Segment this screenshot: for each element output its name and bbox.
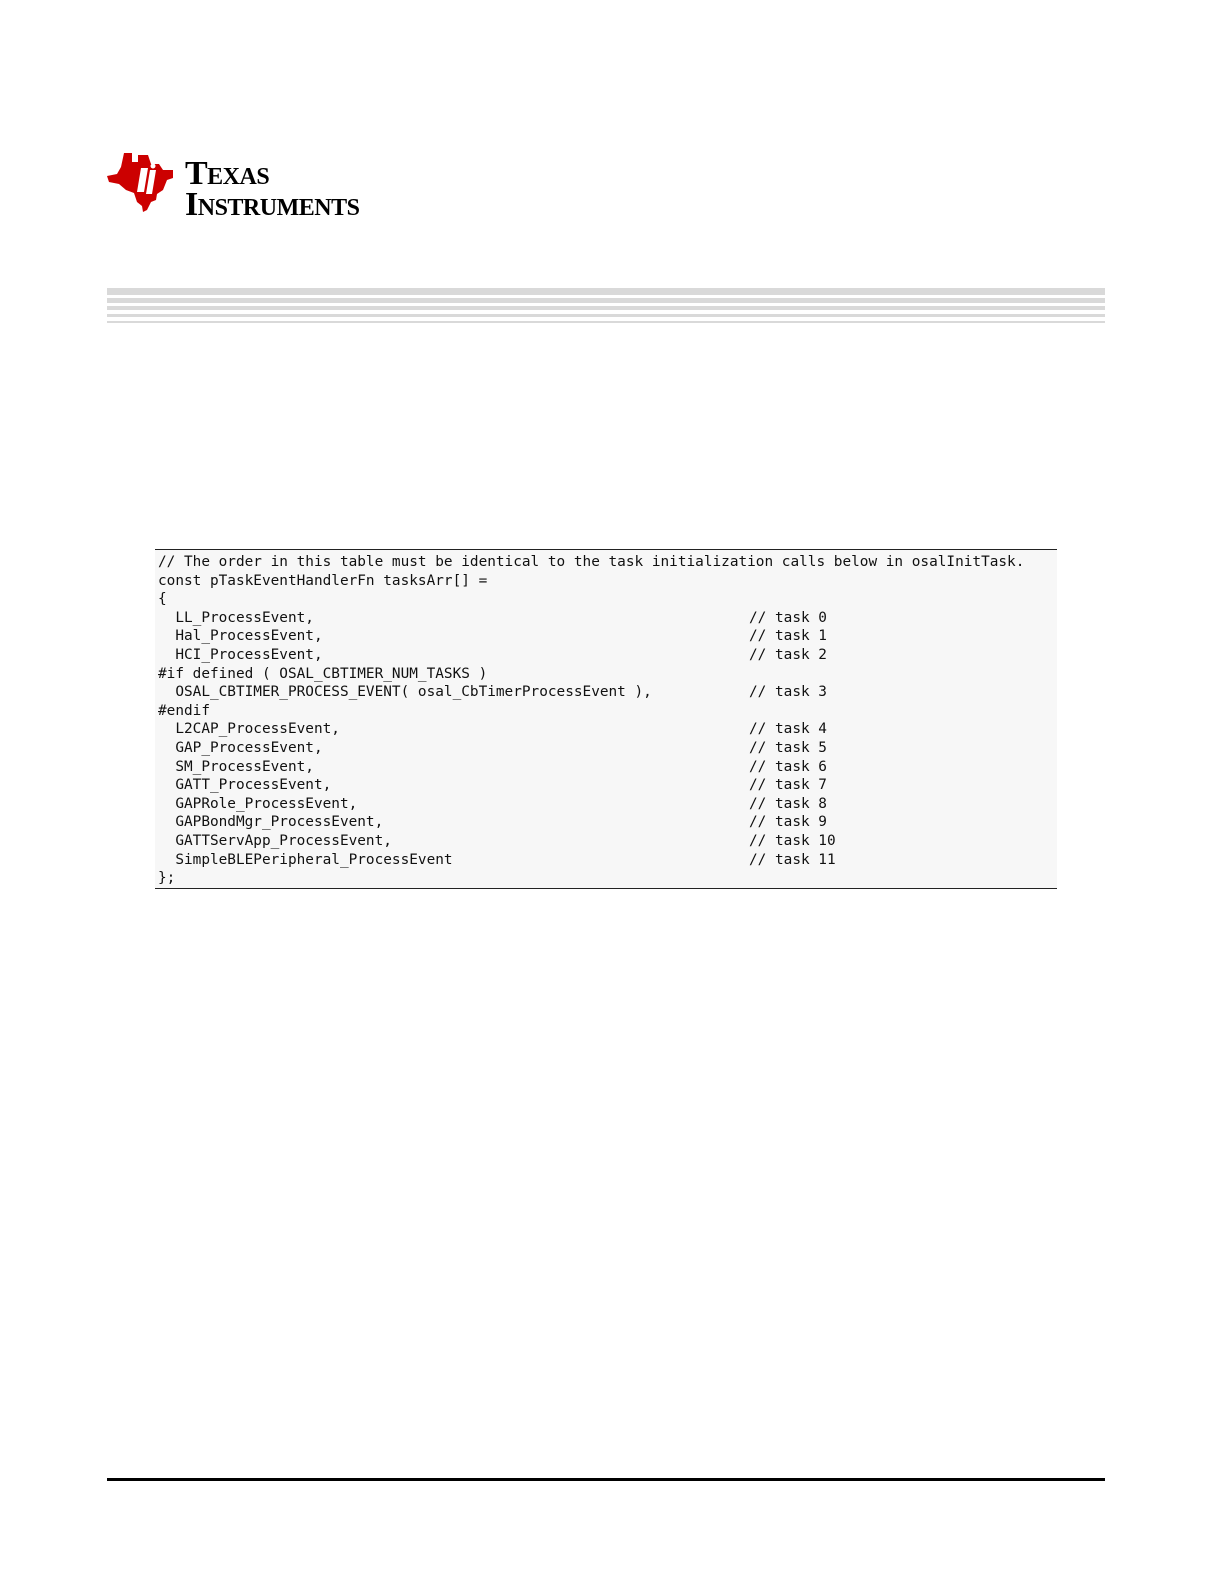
code-listing [155, 549, 1057, 889]
code-line: GATTServApp_ProcessEvent, [158, 833, 392, 849]
brand-line-2: Instruments [185, 186, 360, 223]
code-line: GAPBondMgr_ProcessEvent, [158, 814, 384, 831]
code-line: GAPRole_ProcessEvent, [158, 795, 358, 812]
code-comment: // task 5 [749, 740, 827, 756]
ti-logo-icon [107, 150, 177, 216]
code-comment: // task 10 [749, 833, 836, 849]
code-comment: // task 9 [749, 814, 827, 831]
code-line: // The order in this table must be identical to the task initialization calls below in osalInitTask. [158, 554, 1025, 570]
code-line: Hal_ProcessEvent, [158, 628, 323, 645]
code-comment: // task 1 [749, 628, 827, 645]
code-comment: // task 2 [749, 647, 827, 663]
code-line: GATT_ProcessEvent, [158, 777, 332, 794]
code-comment: // task 3 [749, 684, 827, 701]
code-line: LL_ProcessEvent, [158, 609, 314, 626]
code-comment: // task 11 [749, 851, 836, 868]
code-line: L2CAP_ProcessEvent, [158, 721, 340, 738]
ti-logo [107, 150, 417, 226]
code-line: #endif [158, 702, 210, 719]
code-line: const pTaskEventHandlerFn tasksArr[] = [158, 572, 488, 589]
code-line: SM_ProcessEvent, [158, 758, 314, 775]
code-line: #if defined ( OSAL_CBTIMER_NUM_TASKS ) [158, 665, 488, 682]
ti-wordmark [185, 155, 360, 223]
code-line: HCI_ProcessEvent, [158, 647, 323, 663]
code-line: GAP_ProcessEvent, [158, 740, 323, 756]
code-line: OSAL_CBTIMER_PROCESS_EVENT( osal_CbTimerProcessEvent ), [158, 684, 652, 701]
code-comment: // task 8 [749, 795, 827, 812]
footer-rule [107, 1478, 1105, 1481]
code-comment: // task 0 [749, 609, 827, 626]
code-line: SimpleBLEPeripheral_ProcessEvent [158, 851, 453, 868]
header-rule [107, 288, 1105, 323]
code-line: }; [158, 870, 176, 887]
brand-line-1: Texas [185, 155, 270, 192]
code-line: { [158, 591, 167, 608]
code-comment: // task 7 [749, 777, 827, 794]
code-comment: // task 4 [749, 721, 827, 738]
code-comment: // task 6 [749, 758, 827, 775]
